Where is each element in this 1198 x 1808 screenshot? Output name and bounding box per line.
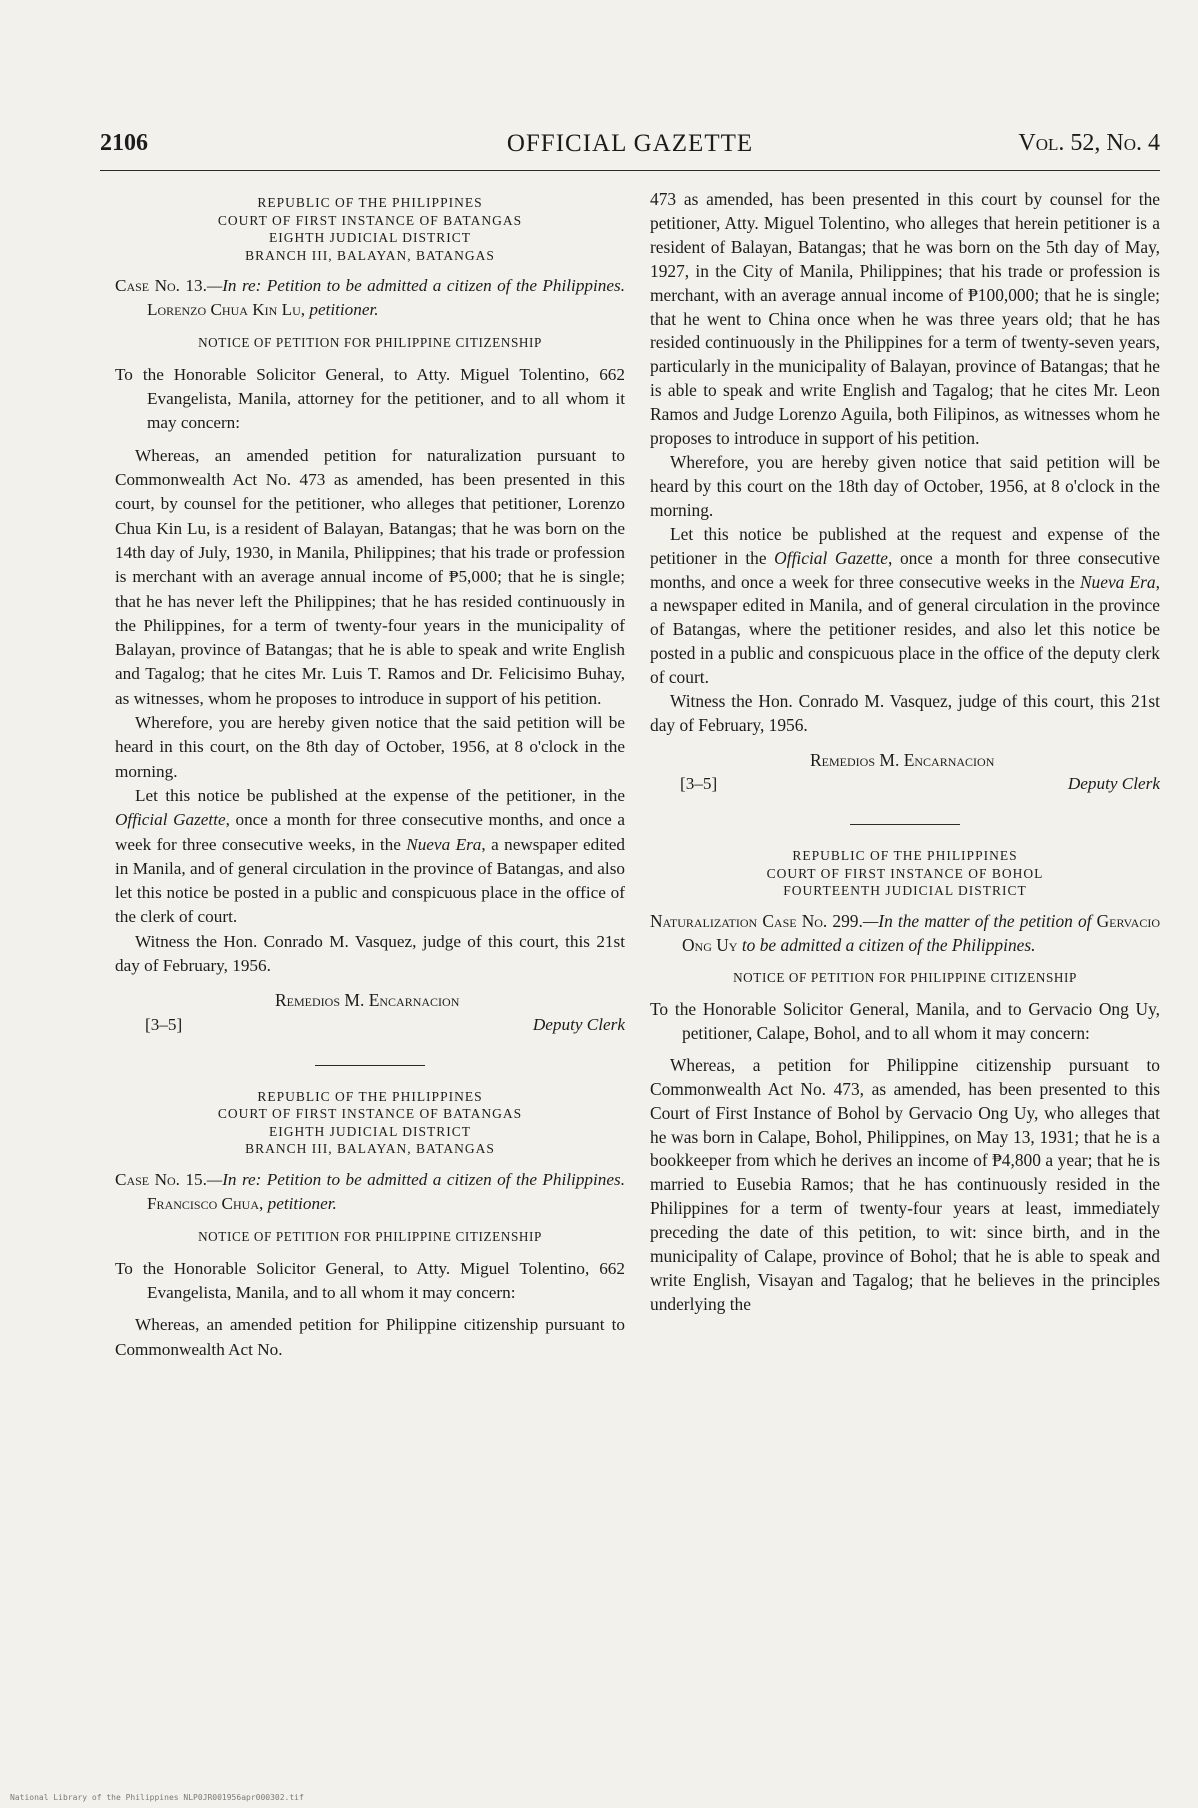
whereas-paragraph: Whereas, a petition for Philippine citizenship pursuant to Commonwealth Act No. 473, as amended, has been presented to this Court of First Instance of Bohol by Gervacio Ong Uy, who alleges that he was born in Calape, Bohol, Philippines, on May 13, 1931; that he is a bookkeeper from which he derives an income of ₱4,800 a year; that he is married to Eusebia Ramos; that he has continuously resided in the Philippines for a term of twenty-four years at least, immediately preceding the date of this petition, to wit: since birth, and in the municipality of Calape, province of Bohol; that he is able to speak and write English, Visayan and Tagalog; that he believes in the principles underlying the	[650, 1054, 1160, 1314]
signatory-title: Deputy Clerk	[532, 1014, 625, 1034]
signatory-name: Remedios M. Encarnacion	[810, 749, 995, 770]
notice-case-15	[115, 1088, 625, 1362]
text-run: , once a month for three consecutive months, and once a week for three consecutive weeks, in the	[115, 810, 625, 854]
case-subject: —In re: Petition to be admitted a citizen of the Philippines.	[206, 1169, 625, 1189]
court-heading	[115, 194, 625, 264]
gazette-name: Official Gazette	[115, 810, 226, 830]
signature-line	[650, 772, 1160, 796]
scan-footer: National Library of the Philippines NLP0JR001956apr000302.tif	[10, 1793, 304, 1802]
court-line: FOURTEENTH JUDICIAL DISTRICT	[783, 883, 1027, 899]
wherefore-paragraph: Wherefore, you are hereby given notice that the said petition will be heard in this court, on the 8th day of October, 1956, at 8 o'clock in the morning.	[115, 713, 625, 781]
text-run: , a newspaper edited in Manila, and of general circulation in the province of Batangas, and also let this notice be posted in a public and conspicuous place in the office of the clerk of court.	[115, 834, 625, 927]
court-line: REPUBLIC OF THE PHILIPPINES	[257, 195, 483, 210]
court-line: COURT OF FIRST INSTANCE OF BATANGAS	[217, 1106, 523, 1122]
signatory-title: Deputy Clerk	[1067, 774, 1160, 794]
signature-block	[650, 748, 1160, 797]
addressee: To the Honorable Solicitor General, to Atty. Miguel Tolentino, 662 Evangelista, Manila, attorney for the petitioner, and to all whom it may concern:	[115, 364, 625, 433]
notice-title: NOTICE OF PETITION FOR PHILIPPINE CITIZENSHIP	[198, 1228, 542, 1244]
case-subject: to be admitted a citizen of the Philippines.	[737, 934, 1036, 955]
court-line: BRANCH III, BALAYAN, BATANGAS	[245, 247, 495, 263]
witness-paragraph: Witness the Hon. Conrado M. Vasquez, judge of this court, this 21st day of February, 1956.	[650, 691, 1160, 735]
case-caption	[115, 1168, 625, 1217]
court-line: EIGHTH JUDICIAL DISTRICT	[269, 1123, 471, 1139]
case-caption	[115, 274, 625, 323]
witness-paragraph: Witness the Hon. Conrado M. Vasquez, judge of this court, this 21st day of February, 1956.	[115, 931, 625, 976]
case-caption	[650, 910, 1160, 958]
right-column	[650, 188, 1160, 1728]
text-run: , once a month for three consecutive months, and once a week for three consecutive weeks in the	[650, 547, 1160, 592]
court-line: REPUBLIC OF THE PHILIPPINES	[257, 1088, 483, 1104]
court-line: COURT OF FIRST INSTANCE OF BOHOL	[766, 865, 1044, 881]
text-run: Let this notice be published at the expense of the petitioner, in the	[135, 785, 625, 805]
notice-title: NOTICE OF PETITION FOR PHILIPPINE CITIZENSHIP	[733, 969, 1077, 985]
case-label: Case No. 15.	[115, 1169, 207, 1189]
case-label: Naturalization Case No. 299.	[650, 910, 863, 931]
notice-divider	[850, 824, 960, 825]
publication-paragraph	[115, 784, 625, 930]
text-run: Let this notice be published at the request and expense of the petitioner in the	[650, 523, 1160, 568]
petitioner-role: petitioner.	[309, 300, 379, 320]
court-line: COURT OF FIRST INSTANCE OF BATANGAS	[217, 212, 523, 228]
newspaper-name: Nueva Era	[1079, 571, 1156, 592]
notice-divider	[315, 1065, 425, 1066]
notice-case-13	[115, 194, 625, 1037]
petitioner-name: Lorenzo Chua Kin Lu,	[147, 300, 306, 320]
court-line: REPUBLIC OF THE PHILIPPINES	[792, 848, 1018, 864]
issue-reference: [3–5]	[145, 1014, 183, 1034]
text-run: , a newspaper edited in Manila, and of general circulation in the province of Batangas, where the petitioner resides, and also let this notice be posted in a public and conspicuous place in the office of the deputy clerk of court.	[650, 571, 1160, 688]
notice-case-299	[650, 847, 1160, 1316]
addressee: To the Honorable Solicitor General, Manila, and to Gervacio Ong Uy, petitioner, Calape, Bohol, and to all whom it may concern:	[650, 999, 1160, 1043]
court-line: BRANCH III, BALAYAN, BATANGAS	[245, 1141, 495, 1157]
volume-label: Vol. 52, No. 4	[1018, 130, 1160, 156]
petitioner-name: Gervacio Ong Uy	[682, 910, 1160, 955]
gazette-name: Official Gazette	[774, 547, 889, 568]
newspaper-name: Nueva Era	[406, 834, 482, 854]
issue-reference: [3–5]	[680, 774, 718, 794]
whereas-paragraph: Whereas, an amended petition for naturalization pursuant to Commonwealth Act No. 473 as amended, has been presented in this court, by counsel for the petitioner, who alleges that petitioner, Lorenzo Chua Kin Lu, is a resident of Balayan, Batangas; that he was born on the 14th day of July, 1930, in Manila, Philippines; that his trade or profession is merchant with an average annual income of ₱5,000; that he is single; that he has never left the Philippines; that he has resided continuously in the Philippines, for a term of twenty-four years in the municipality of Balayan, province of Batangas; that he is able to speak and write English and Tagalog; that he cites Mr. Luis T. Ramos and Dr. Felicisimo Buhay, as witnesses, whom he proposes to introduce in support of his petition.	[115, 445, 625, 708]
publication-paragraph	[650, 523, 1160, 690]
left-column	[115, 188, 625, 1728]
signatory-name: Remedios M. Encarnacion	[275, 990, 460, 1011]
case-subject: —In re: Petition to be admitted a citizen of the Philippines.	[206, 276, 625, 295]
petitioner-name: Francisco Chua,	[147, 1194, 264, 1214]
addressee: To the Honorable Solicitor General, to Atty. Miguel Tolentino, 662 Evangelista, Manila, and to all whom it may concern:	[115, 1258, 625, 1303]
case-subject: —In the matter of the petition of	[862, 910, 1097, 931]
petitioner-role: petitioner.	[267, 1194, 337, 1214]
gazette-title: OFFICIAL GAZETTE	[506, 130, 754, 157]
court-heading	[115, 1088, 625, 1158]
whereas-continued: 473 as amended, has been presented in this court by counsel for the petitioner, Atty. Miguel Tolentino, who alleges that herein petitioner is a resident of Balayan, Batangas; that he was born on the 5th day of May, 1927, in the City of Manila, Philippines; that his trade or profession is merchant, with an average annual income of ₱100,000; that he is single; that he went to China once when he was three years old; that he has resided continuously in the Philippines for a term of twenty-seven years, particularly in the municipality of Balayan, province of Batangas; that he is able to speak and write English and Tagalog; that he cites Mr. Leon Ramos and Judge Lorenzo Aguila, both Filipinos, as witnesses whom he proposes to introduce in support of his petition.	[650, 189, 1160, 449]
court-line: EIGHTH JUDICIAL DISTRICT	[269, 230, 471, 245]
whereas-paragraph: Whereas, an amended petition for Philippine citizenship pursuant to Commonwealth Act No.	[115, 1315, 625, 1359]
wherefore-paragraph: Wherefore, you are hereby given notice that said petition will be heard by this court on the 18th day of October, 1956, at 8 o'clock in the morning.	[650, 451, 1160, 520]
signature-line	[115, 1013, 625, 1037]
court-heading	[650, 847, 1160, 900]
signature-block	[115, 988, 625, 1037]
notice-title: NOTICE OF PETITION FOR PHILIPPINE CITIZENSHIP	[198, 334, 542, 350]
page-number: 2106	[100, 130, 148, 156]
notice-case-15-continued	[650, 188, 1160, 796]
page-header	[100, 126, 1160, 171]
case-label: Case No. 13.	[115, 276, 207, 295]
